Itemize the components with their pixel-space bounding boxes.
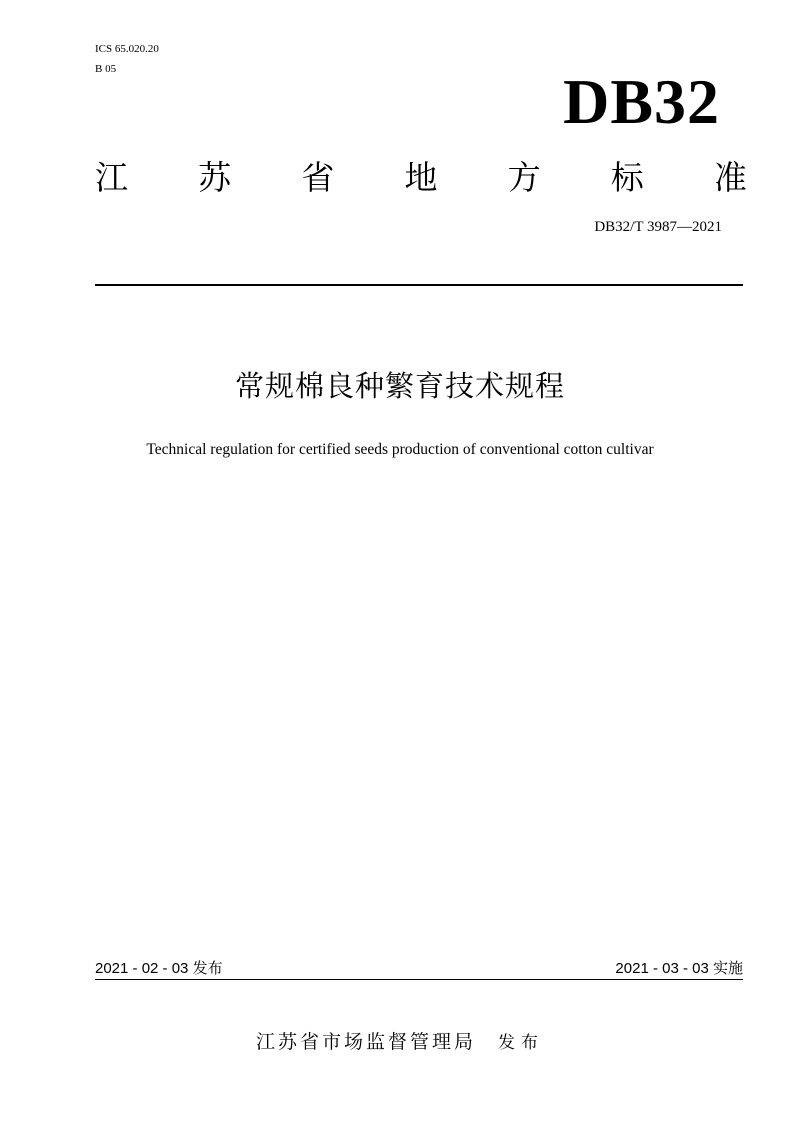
- ccs-code: B 05: [95, 63, 117, 75]
- standard-type-char: 苏: [198, 158, 232, 197]
- standard-type-char: 江: [95, 158, 128, 197]
- standard-type-char: 省: [301, 158, 335, 197]
- ics-code: ICS 65.020.20: [95, 43, 159, 55]
- document-title-chinese: 常规棉良种繁育技术规程: [234, 369, 565, 403]
- document-title-english: Technical regulation for certified seeds production of conventional cotton cultivar: [146, 441, 654, 458]
- publisher-organization: 江苏省市场监督管理局: [255, 1031, 476, 1053]
- standard-type-char: 准: [713, 158, 747, 197]
- implementation-date: 2021 - 03 - 03 实施: [615, 960, 743, 977]
- footer-divider: [95, 979, 743, 980]
- issue-date: 2021 - 02 - 03 发布: [95, 960, 223, 977]
- standard-type-char: 方: [507, 158, 541, 197]
- standard-type-char: 标: [610, 158, 644, 197]
- header-divider: [95, 284, 743, 286]
- standard-logo: DB32: [563, 66, 720, 137]
- standard-type-heading: [95, 158, 747, 198]
- standard-type-char: 地: [404, 158, 438, 197]
- publisher-line: [0, 1029, 800, 1056]
- publisher-action: 发布: [498, 1033, 544, 1053]
- standard-number: DB32/T 3987—2021: [594, 219, 722, 235]
